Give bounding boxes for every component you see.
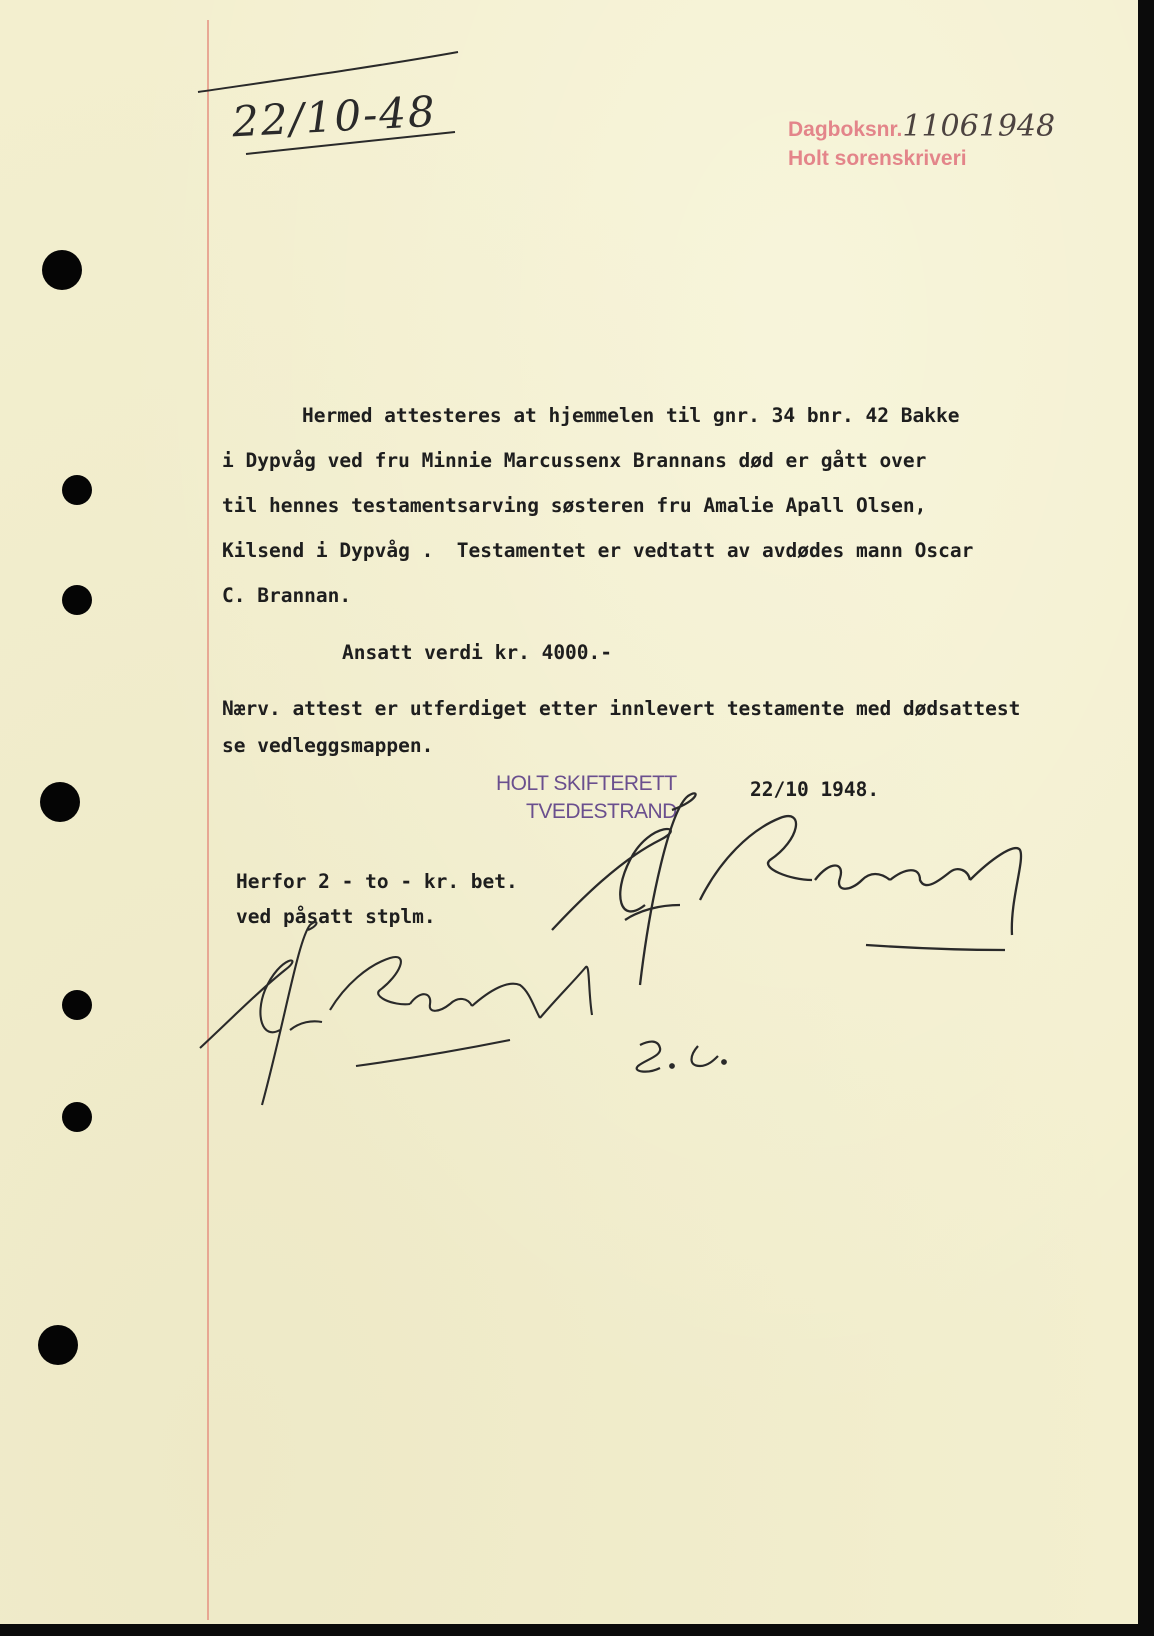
typed-date: 22/10 1948. <box>750 778 880 801</box>
note-line: Nærv. attest er utferdiget etter innlevert testamente med dødsattest <box>222 697 1021 720</box>
secondary-signature <box>200 922 592 1105</box>
court-stamp-line1: HOLT SKIFTERETT <box>496 772 677 795</box>
date-flourish <box>198 52 458 92</box>
body-line: C. Brannan. <box>222 584 352 607</box>
body-line: Hermed attesteres at hjemmelen til gnr. 34 bnr. 42 Bakke <box>302 404 960 427</box>
handwritten-date: 22/10-48 <box>230 86 438 147</box>
court-stamp-line2: TVEDESTRAND <box>526 800 677 823</box>
main-signature <box>552 793 1021 985</box>
body-line: i Dypvåg ved fru Minnie Marcussenx Brannans død er gått over <box>222 449 927 472</box>
fee-line: ved påsatt stplm. <box>236 905 436 928</box>
body-line: Kilsend i Dypvåg . Testamentet er vedtatt av avdødes mann Oscar <box>222 539 974 562</box>
fee-line: Herfor 2 - to - kr. bet. <box>236 870 518 893</box>
date-underline <box>246 132 455 154</box>
registry-year: 1948 <box>978 109 1056 144</box>
registry-stamp-line2: Holt sorenskriveri <box>788 147 967 170</box>
initials-mark <box>637 1042 726 1072</box>
note-line: se vedleggsmappen. <box>222 734 434 757</box>
registry-stamp-prefix: Dagboksnr. <box>788 118 903 141</box>
registry-number: 1106 <box>902 109 979 144</box>
body-line: til hennes testamentsarving søsteren fru Amalie Apall Olsen, <box>222 494 927 517</box>
value-line: Ansatt verdi kr. 4000.- <box>342 641 613 664</box>
